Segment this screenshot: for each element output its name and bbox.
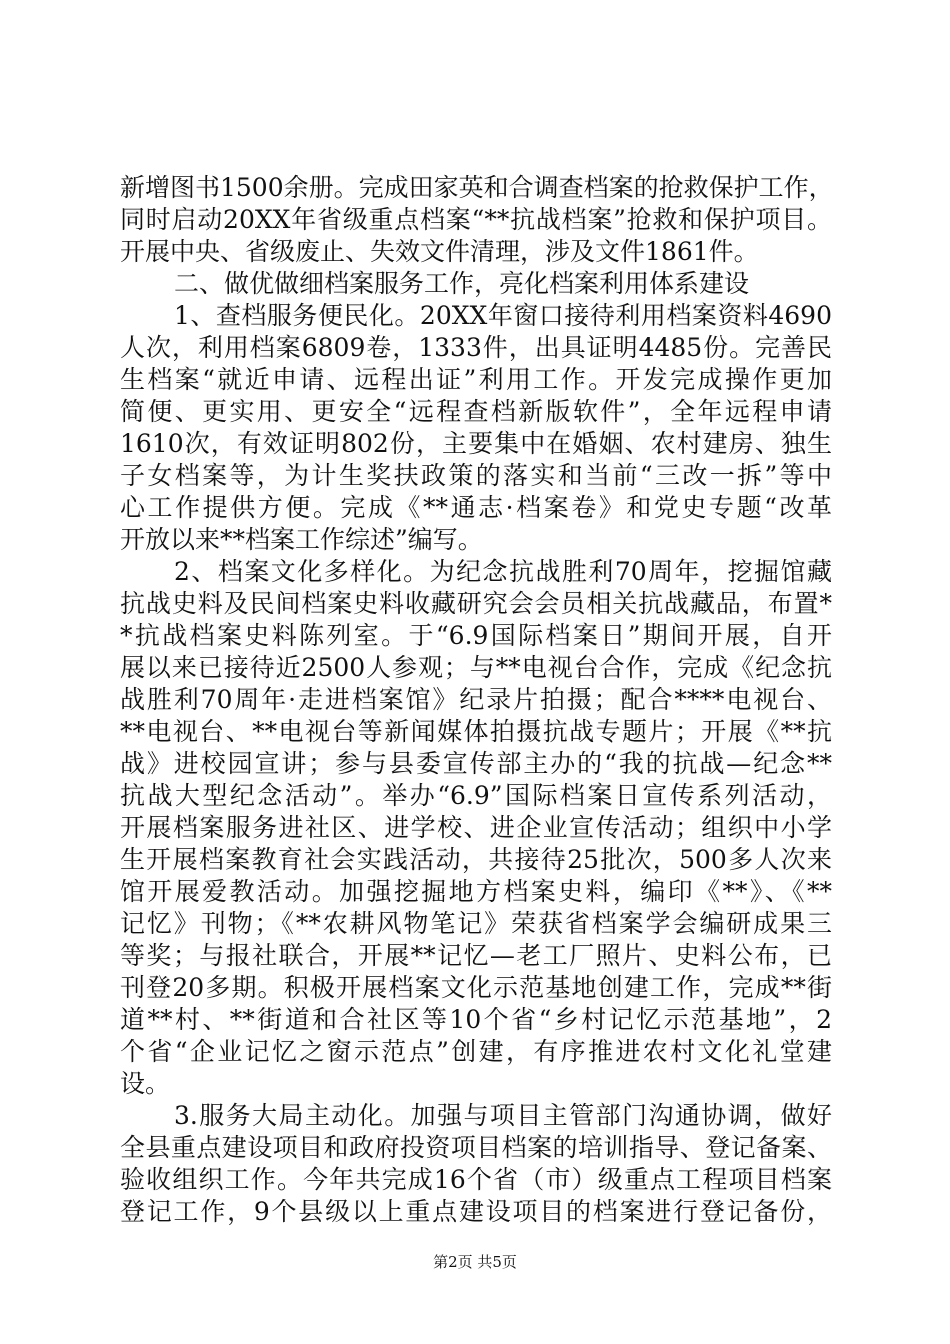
text-line: *抗战档案史料陈列室。于“6.9国际档案日”期间开展，自开 xyxy=(120,621,832,650)
text-line: 抗战史料及民间档案史料收藏研究会会员相关抗战藏品，布置* xyxy=(120,589,832,618)
section-heading: 二、做优做细档案服务工作，亮化档案利用体系建设 xyxy=(174,269,750,298)
text-line: 设。 xyxy=(120,1069,171,1098)
paragraph-first-line: 1、查档服务便民化。20XX年窗口接待利用档案资料4690 xyxy=(174,301,832,330)
text-line: 1610次，有效证明802份，主要集中在婚姻、农村建房、独生 xyxy=(120,429,832,458)
text-line: 子女档案等，为计生奖扶政策的落实和当前“三改一拆”等中 xyxy=(120,461,832,490)
text-line: 开展中央、省级废止、失效文件清理，涉及文件1861件。 xyxy=(120,237,759,266)
text-line: 验收组织工作。今年共完成16个省（市）级重点工程项目档案 xyxy=(120,1165,832,1194)
text-line: **电视台、**电视台等新闻媒体拍摄抗战专题片；开展《**抗 xyxy=(120,717,832,746)
text-line: 开放以来**档案工作综述”编写。 xyxy=(120,525,483,554)
text-line: 抗战大型纪念活动”。举办“6.9”国际档案日宣传系列活动， xyxy=(120,781,832,810)
text-line: 全县重点建设项目和政府投资项目档案的培训指导、登记备案、 xyxy=(120,1133,832,1162)
text-line: 生开展档案教育社会实践活动，共接待25批次，500多人次来 xyxy=(120,845,832,874)
text-line: 生档案“就近申请、远程出证”利用工作。开发完成操作更加 xyxy=(120,365,832,394)
text-line: 等奖；与报社联合，开展**记忆—老工厂照片、史料公布，已 xyxy=(120,941,832,970)
text-line: 战胜利70周年·走进档案馆》纪录片拍摄；配合****电视台、 xyxy=(120,685,832,714)
text-line: 开展档案服务进社区、进学校、进企业宣传活动；组织中小学 xyxy=(120,813,832,842)
text-line: 人次，利用档案6809卷，1333件，出具证明4485份。完善民 xyxy=(120,333,832,362)
page-footer xyxy=(0,1252,950,1272)
text-line: 心工作提供方便。完成《**通志·档案卷》和党史专题“改革 xyxy=(120,493,832,522)
text-line: 记忆》刊物；《**农耕风物笔记》荣获省档案学会编研成果三 xyxy=(120,909,832,938)
text-line: 个省“企业记忆之窗示范点”创建，有序推进农村文化礼堂建 xyxy=(120,1037,832,1066)
text-line: 刊登20多期。积极开展档案文化示范基地创建工作，完成**街 xyxy=(120,973,832,1002)
document-body xyxy=(120,172,832,1228)
text-line: 登记工作，9个县级以上重点建设项目的档案进行登记备份， xyxy=(120,1197,832,1226)
page-number: 第2页 共5页 xyxy=(433,1253,517,1271)
paragraph-first-line: 3.服务大局主动化。加强与项目主管部门沟通协调，做好 xyxy=(174,1101,832,1130)
paragraph-first-line: 2、档案文化多样化。为纪念抗战胜利70周年，挖掘馆藏 xyxy=(174,557,832,586)
text-line: 新增图书1500余册。完成田家英和合调查档案的抢救保护工作， xyxy=(120,173,834,202)
text-line: 馆开展爱教活动。加强挖掘地方档案史料，编印《**》、《** xyxy=(120,877,832,906)
text-line: 展以来已接待近2500人参观；与**电视台合作，完成《纪念抗 xyxy=(120,653,832,682)
text-line: 简便、更实用、更安全“远程查档新版软件”，全年远程申请 xyxy=(120,397,832,426)
text-line: 同时启动20XX年省级重点档案“**抗战档案”抢救和保护项目。 xyxy=(120,205,832,234)
text-line: 战》进校园宣讲；参与县委宣传部主办的“我的抗战—纪念** xyxy=(120,749,832,778)
text-line: 道**村、**街道和合社区等10个省“乡村记忆示范基地”，2 xyxy=(120,1005,832,1034)
